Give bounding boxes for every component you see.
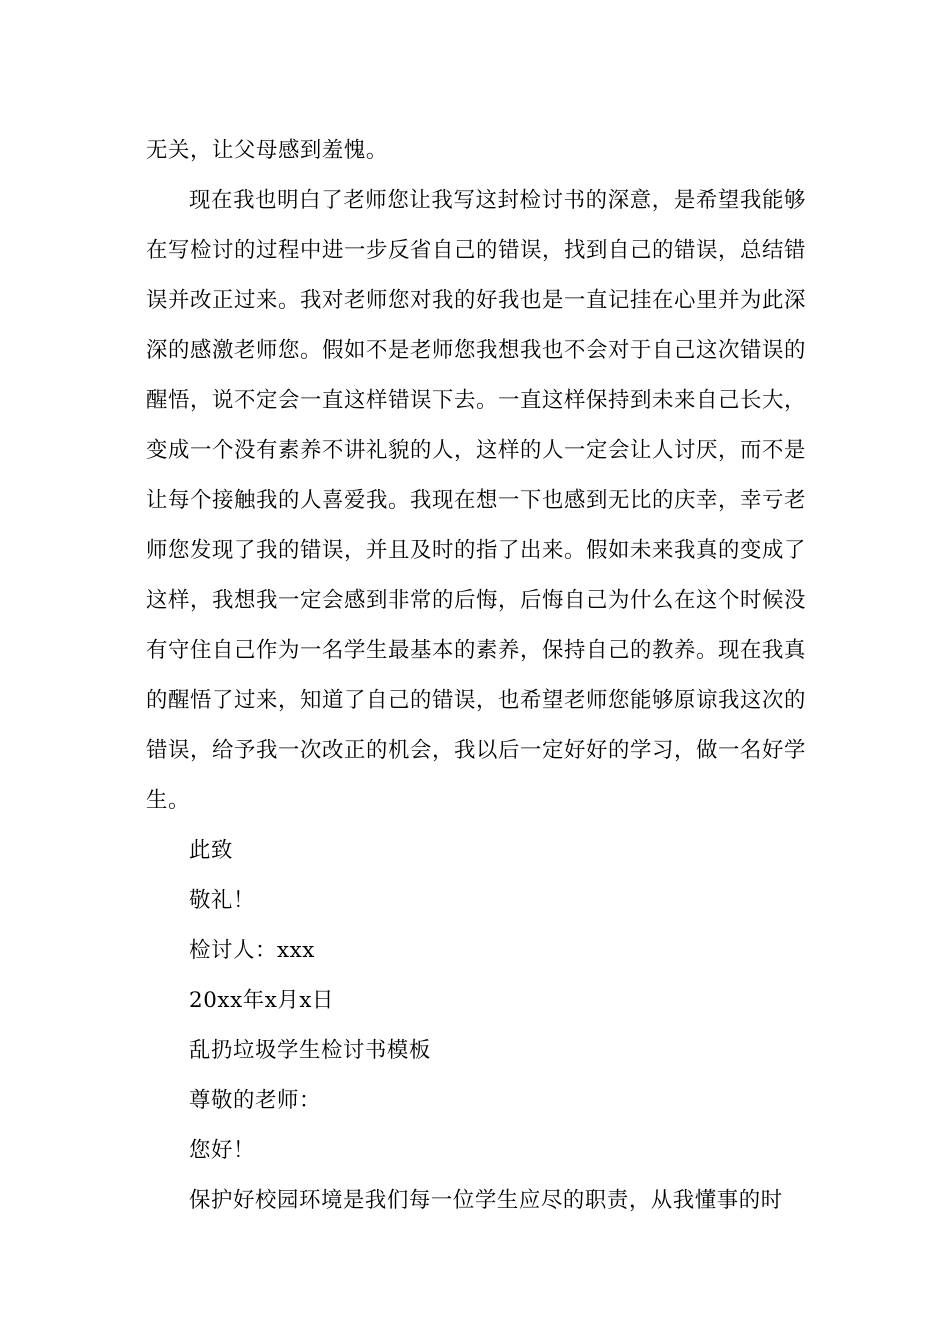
section-title: 乱扔垃圾学生检讨书模板 (189, 1038, 431, 1063)
paragraph-start: 保护好校园环境是我们每一位学生应尽的职责，从我懂事的时 (189, 1188, 783, 1213)
signer-line: 检讨人：xxx (189, 938, 315, 963)
closing-line: 此致 (189, 838, 233, 863)
date-line: 20xx年x月x日 (189, 988, 335, 1013)
greeting-line: 尊敬的老师： (189, 1088, 321, 1113)
paragraph-continuation: 无关，让父母感到羞愧。 (146, 138, 388, 163)
paragraph-main: 现在我也明白了老师您让我写这封检讨书的深意，是希望我能够在写检讨的过程中进一步反省自己的错误，找到自己的错误，总结错误并改正过来。我对老师您对我的好我也是一直记挂在心里并为此深深的感激老师您。假如不是老师您我想我也不会对于自己这次错误的醒悟，说不定会一直这样错误下去。一直这样保持到未来自己长大，变成一个没有素养不讲礼貌的人，这样的人一定会让人讨厌，而不是让每个接触我的人喜爱我。我现在想一下也感到无比的庆幸，幸亏老师您发现了我的错误，并且及时的指了出来。假如未来我真的变成了这样，我想我一定会感到非常的后悔，后悔自己为什么在这个时候没有守住自己作为一名学生最基本的素养，保持自己的教养。现在我真的醒悟了过来，知道了自己的错误，也希望老师您能够原谅我这次的错误，给予我一次改正的机会，我以后一定好好的学习，做一名好学生。 (146, 188, 806, 813)
hello-line: 您好！ (189, 1138, 255, 1163)
salute-line: 敬礼！ (189, 888, 255, 913)
document-body (146, 126, 806, 1226)
